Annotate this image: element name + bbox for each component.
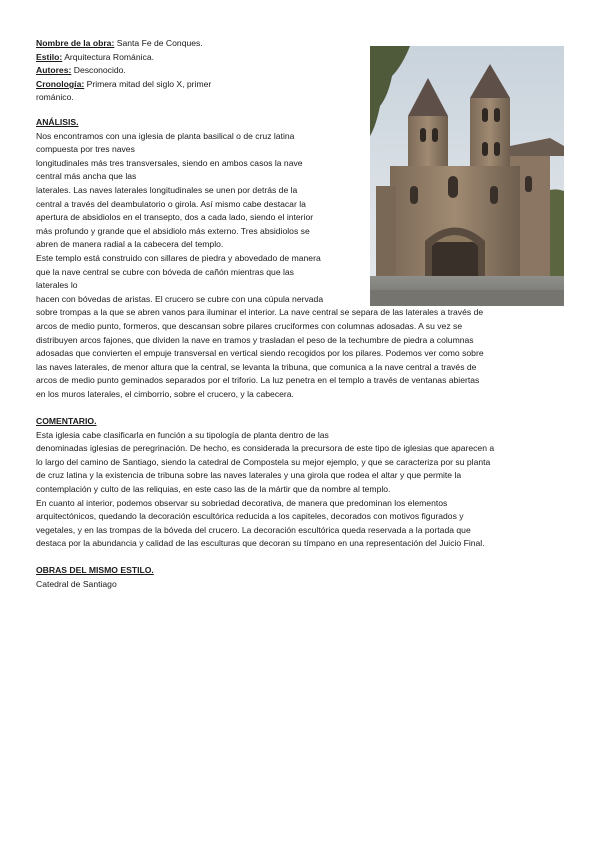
obras-heading: OBRAS DEL MISMO ESTILO. <box>36 565 154 575</box>
estilo-value: Arquitectura Románica. <box>64 51 154 62</box>
analisis-line: apertura de absidiolos en el transepto, dos a cada lado, siendo el interior <box>36 212 314 223</box>
autores-line <box>36 64 126 78</box>
cronologia-line <box>36 78 211 92</box>
analisis-line: Nos encontramos con una iglesia de planta basilical o de cruz latina <box>36 130 295 141</box>
analisis-line: que la nave central se cubre con bóveda de cañón mientras que las <box>36 266 294 277</box>
analisis-line: sobre trompas a la que se abren vanos para iluminar el interior. La nave central se separa de las laterales a través de <box>36 307 484 318</box>
analisis-line: longitudinales más tres transversales, siendo en ambos casos la nave <box>36 157 303 168</box>
analisis-line: abren de manera radial a la cabecera del templo. <box>36 239 224 250</box>
church-photo <box>370 46 564 306</box>
analisis-line: las naves laterales, de menor altura que la central, se levanta la tribuna, que comunica a la nave central a través de <box>36 361 477 372</box>
comentario-line: Esta iglesia cabe clasificarla en función a su tipología de planta dentro de las <box>36 429 329 440</box>
estilo-label: Estilo: <box>36 51 63 62</box>
analisis-line: central más ancha que las <box>36 171 137 182</box>
analisis-line: compuesta por tres naves <box>36 144 135 155</box>
comentario-heading: COMENTARIO. <box>36 416 97 426</box>
obra-label: Nombre de la obra: <box>36 38 115 48</box>
analisis-line: adosadas que convierten el empuje transversal en vertical siendo recogidos por los pilares. Podemos ver como sobre <box>36 348 484 359</box>
cronologia-label: Cronología: <box>36 78 85 89</box>
analisis-line: central a través del deambulatorio o girola. Así mismo cabe destacar la <box>36 198 306 209</box>
cronologia-value: Primera mitad del siglo X, primer <box>86 78 212 89</box>
comentario-line: arquitectónicos, quedando la decoración escultórica reducida a los capiteles, decorados con motivos figurados y <box>36 511 464 522</box>
cronologia-line-2: románico. <box>36 92 74 103</box>
obra-line <box>36 37 203 51</box>
comentario-line: lo largo del camino de Santiago, siendo la catedral de Compostela su mejor ejemplo, y que se caracteriza por su planta <box>36 456 491 467</box>
comentario-line: vegetales, y en las trompas de la bóveda del crucero. La decoración escultórica queda reservada a la portada que <box>36 524 471 535</box>
analisis-line: distribuyen arcos fajones, que dividen la nave en tramos y trasladan el peso de la techumbre de piedra a columnas <box>36 334 474 345</box>
analisis-line: más profundo y grande que el absidiolo más externo. Tres absidiolos se <box>36 225 310 236</box>
comentario-line: denominadas iglesias de peregrinación. De hecho, es considerada la precursora de este tipo de iglesias que aparecen a <box>36 443 495 454</box>
comentario-line: contemplación y culto de las reliquias, en este caso las de la mártir que da nombre al templo. <box>36 484 391 494</box>
analisis-heading: ANÁLISIS. <box>36 117 79 127</box>
comentario-line: destaca por la abundancia y calidad de las esculturas que decoran su tímpano en una representación del Juicio Final. <box>36 538 485 549</box>
analisis-line: en los muros laterales, el cimborrio, sobre el crucero, y la cabecera. <box>36 389 294 399</box>
analisis-line: hacen con bóvedas de aristas. El crucero se cubre con una cúpula nervada <box>36 293 324 304</box>
analisis-line: arcos de medio punto geminados separados por el triforio. La luz penetra en el templo a través de ventanas abiertas <box>36 375 480 386</box>
comentario-line: de cruz latina y la existencia de tribuna sobre las naves laterales y una girola que rodea el altar y que permite la <box>36 470 462 481</box>
autores-label: Autores: <box>36 65 72 76</box>
estilo-line <box>36 51 154 65</box>
analisis-line: laterales. Las naves laterales longitudinales se unen por detrás de la <box>36 185 298 195</box>
analisis-line: arcos de medio punto, formeros, que descansan sobre pilares cruciformes con columnas adosadas. A su vez se <box>36 321 463 331</box>
autores-value: Desconocido. <box>73 65 126 76</box>
comentario-line: En cuanto al interior, podemos observar su sobriedad decorativa, de manera que predominan los elementos <box>36 497 448 508</box>
obra-value: Santa Fe de Conques. <box>116 38 203 48</box>
analisis-line: Este templo está construido con sillares de piedra y abovedado de manera <box>36 253 321 263</box>
analisis-line: laterales lo <box>36 280 78 291</box>
obras-item: Catedral de Santiago <box>36 578 117 589</box>
